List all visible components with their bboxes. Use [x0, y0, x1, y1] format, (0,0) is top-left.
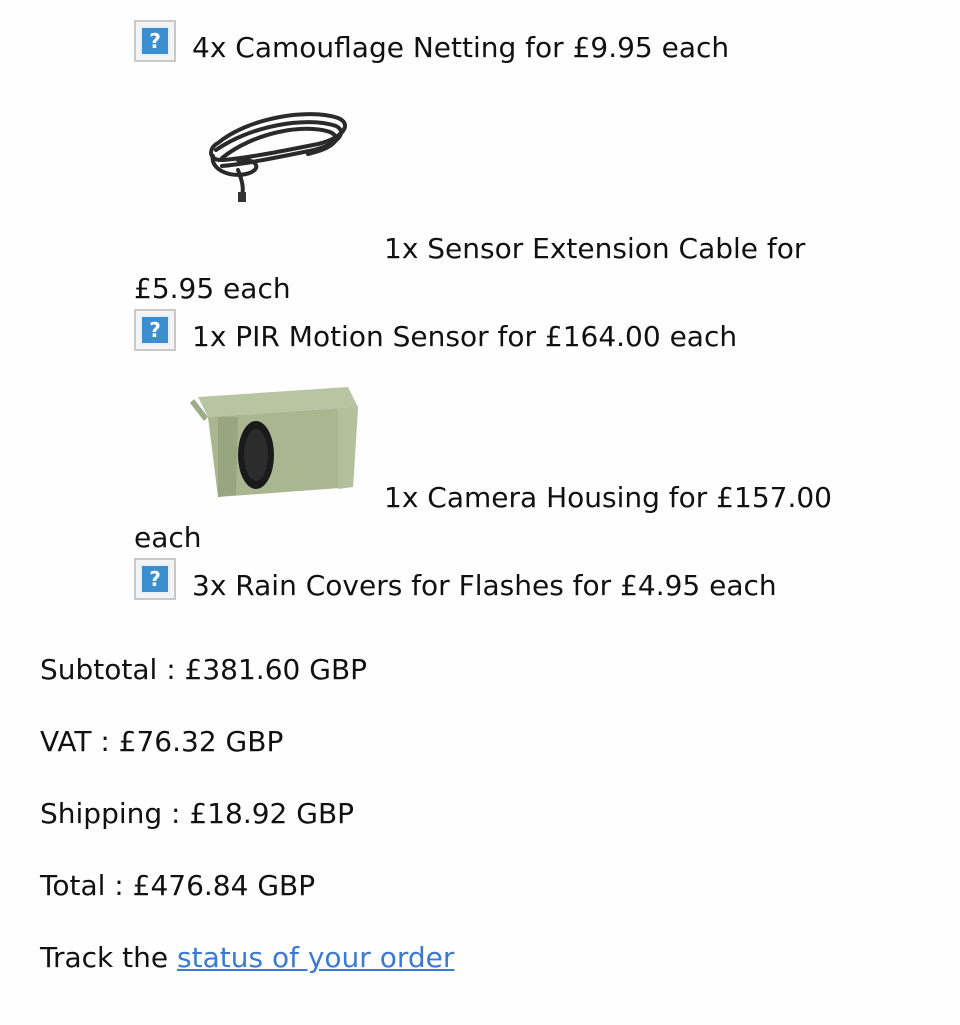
list-item — [134, 26, 874, 68]
order-totals — [40, 650, 367, 938]
item-description: 4x Camouflage Netting for £9.95 each — [192, 31, 730, 64]
item-description: 3x Rain Covers for Flashes for £4.95 each — [192, 569, 777, 602]
item-description: 1x Camera Housing for £157.00 each — [134, 481, 832, 554]
list-item — [134, 564, 874, 606]
track-order-line — [40, 938, 454, 978]
list-item — [134, 377, 874, 558]
list-item — [134, 88, 874, 309]
broken-image-icon: ? — [134, 558, 176, 600]
broken-image-icon: ? — [134, 309, 176, 351]
shipping-text: Shipping : £18.92 GBP — [40, 797, 355, 830]
item-description: 1x PIR Motion Sensor for £164.00 each — [192, 320, 738, 353]
vat-text: VAT : £76.32 GBP — [40, 725, 284, 758]
order-status-link[interactable]: status of your order — [177, 941, 455, 974]
list-item — [134, 315, 874, 357]
subtotal-text: Subtotal : £381.60 GBP — [40, 653, 368, 686]
cable-image — [138, 88, 378, 269]
broken-image-icon: ? — [134, 20, 176, 62]
order-items-list — [134, 26, 874, 612]
total-text: Total : £476.84 GBP — [40, 869, 316, 902]
housing-image — [138, 377, 378, 518]
item-description: 1x Sensor Extension Cable for £5.95 each — [134, 232, 806, 305]
track-prefix: Track the — [40, 941, 178, 974]
